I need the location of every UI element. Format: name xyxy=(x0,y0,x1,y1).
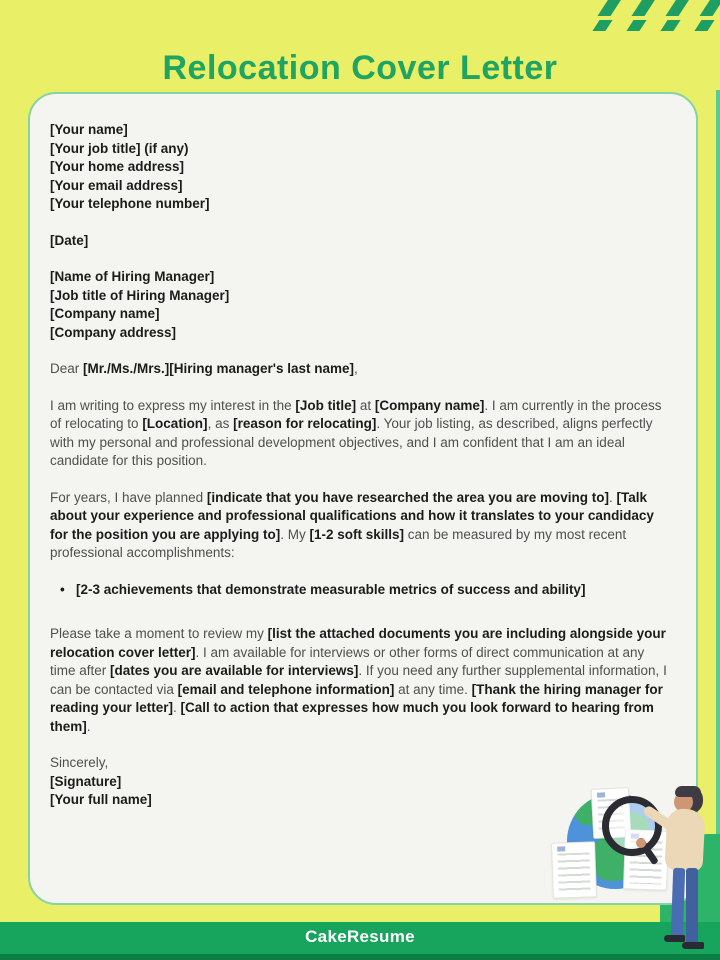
salutation: Dear [Mr./Ms./Mrs.][Hiring manager's last name], xyxy=(50,361,358,376)
chevron-stripes-icon xyxy=(574,0,714,34)
chevron-stripe-icon xyxy=(666,0,680,34)
sender-line: [Your home address] xyxy=(50,159,185,174)
cover-letter-card xyxy=(28,92,698,905)
closing-salutation: Sincerely, xyxy=(50,755,109,770)
sender-line: [Your telephone number] xyxy=(50,196,210,211)
signature-placeholder: [Signature] xyxy=(50,773,122,789)
paragraph-closing-info: Please take a moment to review my [list the attached documents you are including alongside your relocation cover letter]. I am available for interviews or other forms of direct communication at any time after [dates you are available for interviews]. If you need any further supplemental information, I can be contacted via [email and telephone information] at any time. [Thank the hiring manager for reading your letter]. [Call to action that expresses how much you look forward to hearing from them]. xyxy=(50,626,667,734)
sender-line: [Your email address] xyxy=(50,177,183,193)
chevron-stripe-icon xyxy=(700,0,714,34)
sender-line: [Your name] xyxy=(50,122,128,137)
footer-bottom-strip xyxy=(0,954,720,960)
paragraph-qualifications: For years, I have planned [indicate that you have researched the area you are moving to]. [Talk about your experience and professional qualifications and how it translates to your candidacy for the position you are applying to]. My [1-2 soft skills] can be measured by my most recent professional accomplishments: xyxy=(50,489,654,560)
bullet-text: [2-3 achievements that demonstrate measurable metrics of success and ability] xyxy=(76,581,586,597)
chevron-stripe-icon xyxy=(632,0,646,34)
bullet-marker: • xyxy=(60,581,65,597)
full-name-placeholder: [Your full name] xyxy=(50,792,152,807)
recipient-line: [Company name] xyxy=(50,306,160,321)
closing-block xyxy=(50,754,672,810)
achievements-bullet xyxy=(60,581,672,600)
date-line: [Date] xyxy=(50,232,89,248)
right-edge-accent xyxy=(716,90,720,960)
paragraph-intro: I am writing to express my interest in the [Job title] at [Company name]. I am currently in the process of relocating to [Location], as [reason for relocating]. Your job listing, as described, aligns perfectly with my personal and professional development objectives, and I am confident that I am an ideal candidate for this position. xyxy=(50,397,662,468)
recipient-line: [Name of Hiring Manager] xyxy=(50,269,215,284)
chevron-stripe-icon xyxy=(598,0,612,34)
date-block xyxy=(50,232,672,251)
footer-bar xyxy=(0,922,720,960)
brand-logo-text: CakeResume xyxy=(305,927,415,946)
recipient-line: [Job title of Hiring Manager] xyxy=(50,287,230,303)
recipient-line: [Company address] xyxy=(50,324,177,340)
recipient-block xyxy=(50,268,672,342)
page-title: Relocation Cover Letter xyxy=(162,48,558,87)
sender-block xyxy=(50,121,672,214)
sender-line: [Your job title] (if any) xyxy=(50,140,189,156)
